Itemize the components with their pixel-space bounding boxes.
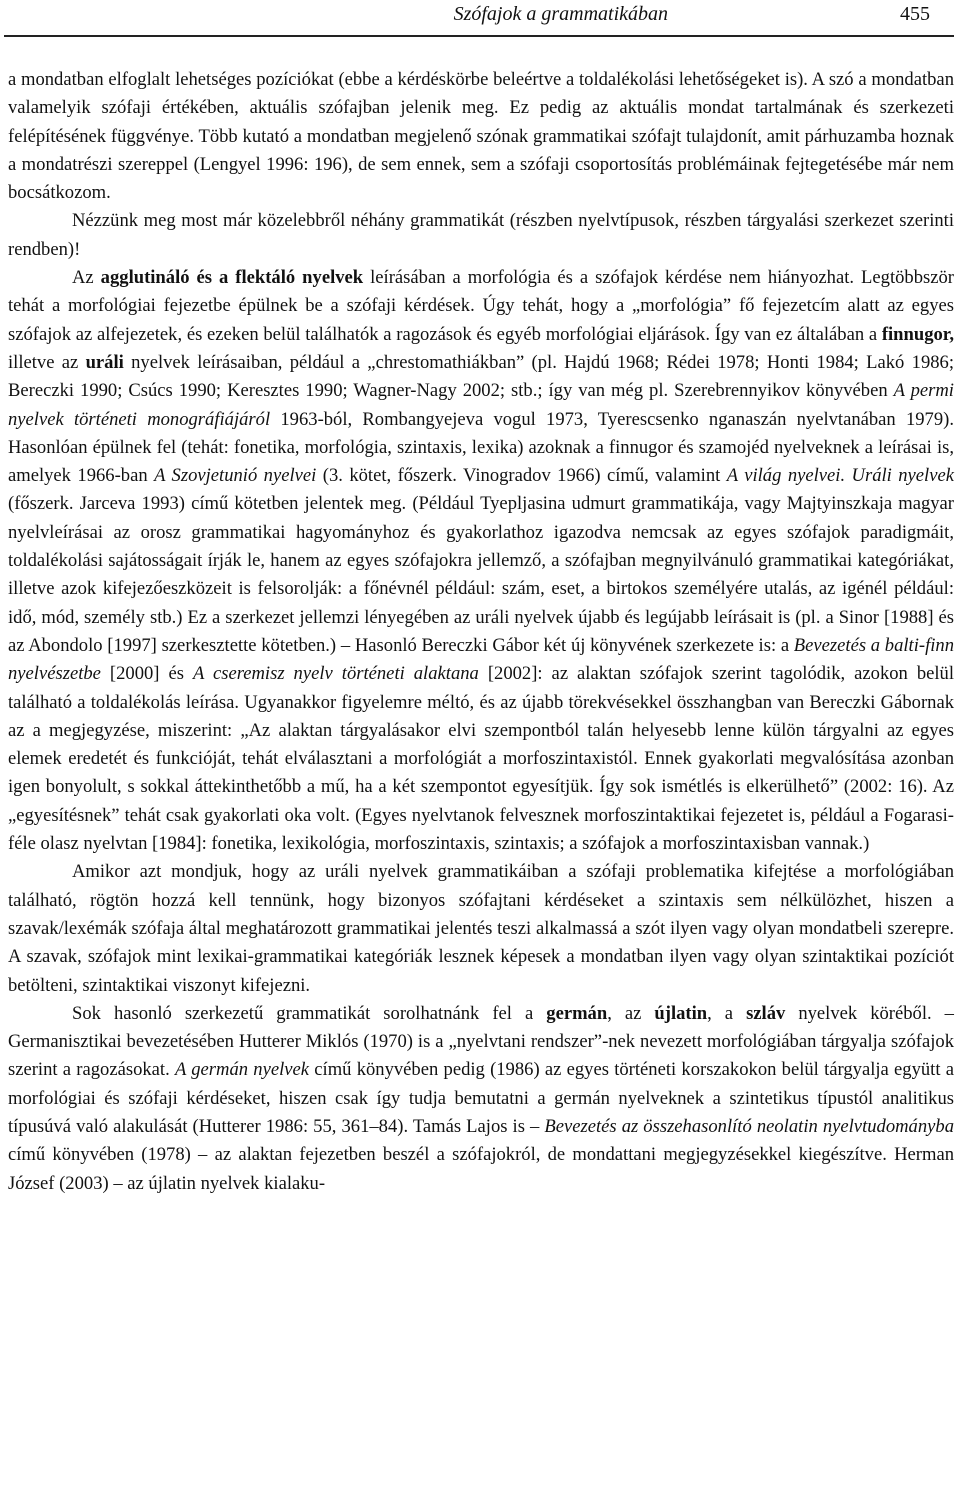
text-run: illetve az <box>8 351 86 373</box>
text-run: Nézzünk meg most már közelebbről néhány grammatikát (részben nyelvtípusok, részben tárgyalási szerkezet szerinti rendben)! <box>8 210 954 260</box>
running-title: Szófajok a grammatikában <box>453 3 668 25</box>
body-text <box>8 66 954 1198</box>
bold-text: agglutináló és a flektáló nyelvek <box>100 267 364 289</box>
text-run: a mondatban elfoglalt lehetséges pozíciókat (ebbe a kérdéskörbe beleértve a toldalékolási lehetőségeket is). A szó a mondatban valamelyik szófaji értékében, aktuális szófajban jelenik meg. Ez pedig az aktuális mondat tartalmának és szerkezeti felépítésének függvénye. Több kutató a mondatban megjelenő szónak grammatikai szófajt tulajdonít, amit párhuzamba hoznak a mondatrészi szereppel (Lengyel 1996: 196), de sem ennek, sem a szófaji csoportosítás problémáinak fejtegetésébe már nem bocsátkozom. <box>8 69 954 204</box>
paragraph <box>8 264 954 858</box>
italic-title: A Szovjetunió nyelvei <box>154 465 317 487</box>
text-run: leírásában a morfológia és a szófajok kérdése nem hiányozhat. Legtöbbször tehát a morfológiai fejezetbe épülnek be a szófaji kérdések. Úgy tehát, hogy a „morfológia” fő fejezetcím alatt az egyes szófajok az alfejezetek, és ezeken belül találhatók a ragozások és egyéb morfológiai eljárások. Így van ez általában a <box>8 267 954 345</box>
text-run: (főszerk. Jarceva 1993) című kötetben jelentek meg. (Például Tyepljasina udmurt grammatikája, vagy Majtyinszkaja magyar nyelvleírásai az orosz grammatikai hagyományhoz és gyakorlathoz igazodva nemcsak az egyes szófajok paradigmáit, toldalékolási sajátosságait írják le, hanem az egyes szófajokra jellemző, a szófajban megnyilvánuló grammatikai kategóriákat, illetve azok kifejezőeszközeit is felsorolják: a főnévnél például: szám, eset, a birtokos személyére utalás, az igénél például: idő, mód, személy stb.) Ez a szerkezet jellemzi lényegében az uráli nyelvek újabb és legújabb leírásait is (pl. a Sinor [1988] és az Abondolo [1997] szerkesztette kötetben.) – Hasonló Bereczki Gábor két új könyvének szerkezete is: a <box>8 493 954 656</box>
italic-title: A cseremisz nyelv történeti alaktana <box>192 663 479 685</box>
text-run: 1963-ból, Rombangyejeva vogul 1973, Tyerescsenko nganaszán nyelvtanában 1979). Hasonlóan épülnek fel (tehát: fonetika, morfológia, szintaxis, lexika) azoknak a finnugor és szamojéd nyelveknek a leírásai is, amelyek 1966-ban <box>8 408 954 487</box>
text-run: , a <box>707 1002 747 1024</box>
text-run: Az <box>72 267 101 289</box>
text-run: nyelvek leírásaiban, például a „chrestomathiákban” (pl. Hajdú 1968; Rédei 1978; Honti 1984; Lakó 1986; Bereczki 1990; Csúcs 1990; Keresztes 1990; Wagner-Nagy 2002; stb.; így van még pl. Szerebrennyikov könyvében <box>8 351 954 402</box>
page-number: 455 <box>900 3 930 25</box>
italic-title: A permi nyelvek történeti monográfiájáról <box>8 380 954 430</box>
paragraph <box>8 207 954 264</box>
text-run: , az <box>607 1002 655 1024</box>
text-run: Amikor azt mondjuk, hogy az uráli nyelvek grammatikáiban a szófaji problematika kifejtése a morfológiában található, rögtön hozzá kell tennünk, hogy bizonyos szófajtani kérdéseket a szintaxis sem nélkülözhet, hiszen a szavak/lexémák szófaja által meghatározott grammatikai jelentés teszi alkalmassá a szót ilyen vagy olyan mondatbeli szerepre. A szavak, szófajok mint lexikai-grammatikai kategóriák lesznek képesek a mondatban ilyen vagy olyan szintaktikai pozíciót betölteni, szintaktikai viszonyt kifejezni. <box>8 861 954 996</box>
bold-text: újlatin <box>654 1002 708 1024</box>
header-rule <box>4 35 954 37</box>
italic-title: A világ nyelvei. Uráli nyelvek <box>726 465 954 487</box>
paragraph <box>8 858 954 999</box>
bold-text: uráli <box>85 351 124 373</box>
text-run: című könyvében pedig (1986) az egyes történeti korszakokon belül tárgyalja együtt a morfológiai és szófaji kérdéseket, hiszen csak így tudja bemutatni a germán nyelveknek a szintetikus típustól analitikus típusúvá való alakulását (Hutterer 1986: 55, 361–84). Tamás Lajos is – <box>8 1059 954 1137</box>
text-run: (3. kötet, főszerk. Vinogradov 1966) című, valamint <box>316 465 727 487</box>
bold-text: germán <box>546 1002 608 1024</box>
text-run: Sok hasonló szerkezetű grammatikát sorolhatnánk fel a <box>72 1002 547 1024</box>
text-run: [2002]: az alaktan szófajok szerint tagolódik, azokon belül található a toldalékolás leírása. Ugyanakkor figyelemre méltó, és az újabb törekvésekkel összhangban van Bereczki Gábornak az a megjegyzése, miszerint: „Az alaktan tárgyalásakor elvi szempontból talán helyesebb lenne külön tárgyalni az egyes elemek eredetét és funkcióját, tehát elválasztani a morfológiát a morfoszintaxistól. Ennek gyakorlati megvalósítása azonban igen bonyolult, s sokkal áttekinthetőbb a mű, ha a két szempontot egyesítjük. Így sok ismétlés is elkerülhető” (2002: 16). Az „egyesítésnek” tehát csak gyakorlati oka volt. (Egyes nyelvtanok felvesznek morfoszintaktikai fejezetet is, például a Fogarasi-féle olasz nyelvtan [1984]: fonetika, lexikológia, morfoszintaxis, szintaxis; a szófajok a morfoszintaxisban vannak.) <box>8 663 954 855</box>
italic-title: A germán nyelvek <box>174 1059 310 1081</box>
bold-text: szláv <box>746 1002 786 1024</box>
paragraph <box>8 66 954 207</box>
italic-title: Bevezetés az összehasonlító neolatin nyelvtudományba <box>544 1115 954 1137</box>
text-run: [2000] és <box>100 663 193 685</box>
italic-title: Bevezetés a balti-finn nyelvészetbe <box>8 634 954 685</box>
text-run: című könyvében (1978) – az alaktan fejezetben beszél a szófajokról, de mondattani megjegyzésekkel kiegészítve. Herman József (2003) – az újlatin nyelvek kialaku- <box>8 1144 954 1194</box>
text-run: nyelvek köréből. – Germanisztikai bevezetésében Hutterer Miklós (1970) is a „nyelvtani rendszer”-nek nevezett morfológiában tárgyalja szófajok szerint a ragozásokat. <box>8 1002 954 1081</box>
bold-text: finnugor, <box>881 323 954 345</box>
page-header <box>0 0 960 38</box>
paragraph <box>8 1000 954 1198</box>
